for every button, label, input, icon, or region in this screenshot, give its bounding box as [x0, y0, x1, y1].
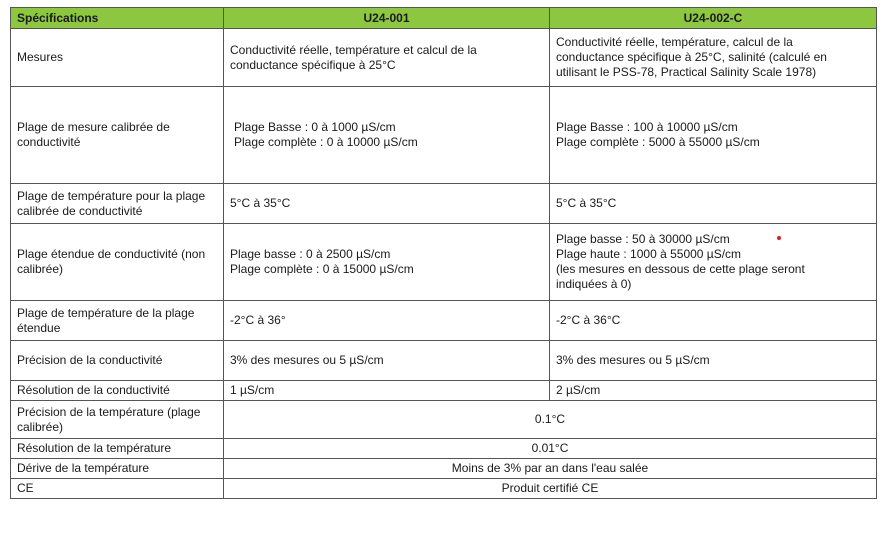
cell-u24-001: Plage basse : 0 à 2500 µS/cm Plage complète : 0 à 15000 µS/cm [224, 224, 550, 301]
header-row [11, 8, 877, 29]
table-row [11, 184, 877, 224]
cell-u24-001: 3% des mesures ou 5 µS/cm [224, 341, 550, 381]
row-label: Précision de la température (plage calibrée) [11, 401, 224, 439]
table-row [11, 479, 877, 499]
cell-u24-002-c: 3% des mesures ou 5 µS/cm [550, 341, 877, 381]
header-u24-001: U24-001 [224, 8, 550, 29]
cell-u24-002-c: 2 µS/cm [550, 381, 877, 401]
row-label: Plage étendue de conductivité (non calibrée) [11, 224, 224, 301]
table-row [11, 459, 877, 479]
cell-u24-001: 5°C à 35°C [224, 184, 550, 224]
row-label: Plage de mesure calibrée de conductivité [11, 87, 224, 184]
cell-u24-002-c: Conductivité réelle, température, calcul de la conductance spécifique à 25°C, salinité (calculé en utilisant le PSS-78, Practical Salinity Scale 1978) [550, 29, 877, 87]
table-row [11, 401, 877, 439]
table-row [11, 439, 877, 459]
cell-u24-001: Plage Basse : 0 à 1000 µS/cm Plage complète : 0 à 10000 µS/cm [224, 87, 550, 184]
row-label: Dérive de la température [11, 459, 224, 479]
table-row [11, 301, 877, 341]
table-row [11, 87, 877, 184]
red-dot-marker [777, 236, 781, 240]
header-specifications: Spécifications [11, 8, 224, 29]
row-label: CE [11, 479, 224, 499]
row-label: Résolution de la température [11, 439, 224, 459]
row-label: Plage de température de la plage étendue [11, 301, 224, 341]
cell-u24-002-c: -2°C à 36°C [550, 301, 877, 341]
cell-u24-001: Conductivité réelle, température et calcul de la conductance spécifique à 25°C [224, 29, 550, 87]
header-u24-002-c: U24-002-C [550, 8, 877, 29]
cell-merged-value: Moins de 3% par an dans l'eau salée [224, 459, 877, 479]
specifications-table [10, 7, 877, 499]
cell-u24-002-c: 5°C à 35°C [550, 184, 877, 224]
row-label: Résolution de la conductivité [11, 381, 224, 401]
cell-merged-value: 0.01°C [224, 439, 877, 459]
row-label: Plage de température pour la plage calibrée de conductivité [11, 184, 224, 224]
row-label: Précision de la conductivité [11, 341, 224, 381]
cell-merged-value: 0.1°C [224, 401, 877, 439]
table-row [11, 341, 877, 381]
cell-u24-002-c: Plage Basse : 100 à 10000 µS/cm Plage complète : 5000 à 55000 µS/cm [550, 87, 877, 184]
cell-merged-value: Produit certifié CE [224, 479, 877, 499]
table-row [11, 29, 877, 87]
cell-u24-001: -2°C à 36° [224, 301, 550, 341]
table-row [11, 224, 877, 301]
table-row [11, 381, 877, 401]
cell-u24-001: 1 µS/cm [224, 381, 550, 401]
row-label: Mesures [11, 29, 224, 87]
cell-u24-002-c: Plage basse : 50 à 30000 µS/cm Plage haute : 1000 à 55000 µS/cm (les mesures en dessous de cette plage seront indiquées à 0) [550, 224, 877, 301]
